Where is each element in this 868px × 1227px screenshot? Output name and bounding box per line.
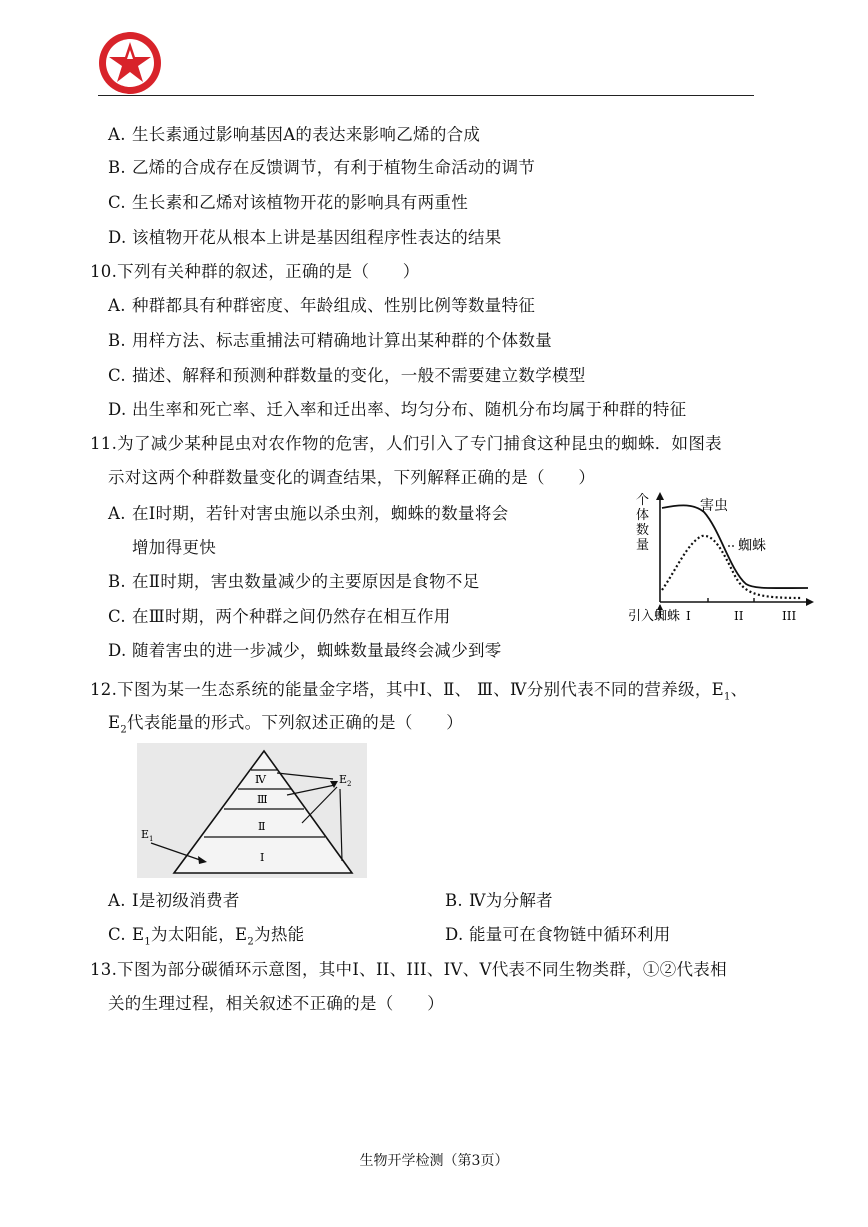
q11-option-d: D. 随着害虫的进一步减少，蜘蛛数量最终会减少到零 (108, 641, 502, 660)
pest-label: 害虫 (700, 498, 728, 514)
q12-stem-line1: 12.下图为某一生态系统的能量金字塔，其中Ⅰ、Ⅱ、 Ⅲ、Ⅳ分别代表不同的营养级，$E_1$、 (90, 680, 748, 703)
q12-option-b: B. Ⅳ为分解者 (445, 891, 553, 910)
level-1-label: Ⅰ (260, 851, 265, 864)
header-rule (98, 95, 754, 96)
q9-option-c: C. 生长素和乙烯对该植物开花的影响具有两重性 (108, 193, 468, 212)
q10-option-b: B. 用样方法、标志重捕法可精确地计算出某种群的个体数量 (108, 331, 552, 350)
q11-option-a: A. 在Ⅰ时期，若针对害虫施以杀虫剂，蜘蛛的数量将会 (108, 504, 509, 523)
q10-option-a: A. 种群都具有种群密度、年龄组成、性别比例等数量特征 (108, 296, 536, 315)
period-1-label: I (686, 609, 691, 623)
period-2-label: II (734, 609, 744, 623)
pest-spider-figure (622, 490, 814, 650)
y-axis-label (636, 493, 649, 553)
q12-option-d: D. 能量可在食物链中循环利用 (445, 925, 671, 944)
q9-option-d: D. 该植物开花从根本上讲是基因组程序性表达的结果 (108, 228, 502, 247)
q13-stem-line2: 关的生理过程，相关叙述不正确的是（ ） (108, 994, 444, 1013)
level-4-label: Ⅳ (255, 773, 266, 786)
q11-stem-line1: 11.为了减少某种昆虫对农作物的危害，人们引入了专门捕食这种昆虫的蜘蛛．如图表 (90, 434, 722, 453)
y-axis-label-text: 个体数量 (636, 493, 650, 553)
q10-option-c: C. 描述、解释和预测种群数量的变化，一般不需要建立数学模型 (108, 366, 586, 385)
y-axis-arrow (656, 492, 664, 500)
level-3-label: Ⅲ (257, 793, 268, 806)
q10-stem: 10.下列有关种群的叙述，正确的是（ ） (90, 262, 420, 281)
q11-stem-line2: 示对这两个种群数量变化的调查结果，下列解释正确的是（ ） (108, 468, 596, 487)
energy-pyramid-figure (137, 743, 367, 878)
q12-option-a: A. Ⅰ是初级消费者 (108, 891, 240, 910)
period-3-label: III (782, 609, 797, 623)
q11-option-c: C. 在Ⅲ时期，两个种群之间仍然存在相互作用 (108, 607, 451, 626)
school-seal-icon (97, 30, 163, 96)
intro-label: 引入蜘蛛 (628, 609, 681, 624)
level-2-label: Ⅱ (258, 820, 266, 833)
q13-stem-line1: 13.下图为部分碳循环示意图，其中I、II、III、IV、V代表不同生物类群，①②代表相 (90, 960, 727, 979)
q11-option-b: B. 在Ⅱ时期，害虫数量减少的主要原因是食物不足 (108, 572, 480, 591)
q12-option-c: C. $E_1$为太阳能，$E_2$为热能 (108, 925, 305, 948)
q10-option-d: D. 出生率和死亡率、迁入率和迁出率、均匀分布、随机分布均属于种群的特征 (108, 400, 687, 419)
q9-option-b: B. 乙烯的合成存在反馈调节，有利于植物生命活动的调节 (108, 158, 536, 177)
q9-option-a: A. 生长素通过影响基因A的表达来影响乙烯的合成 (108, 125, 481, 144)
page-footer: 生物开学检测（第3页） (359, 1153, 509, 1169)
e1-label: $E_1$ (141, 828, 154, 843)
x-axis-arrow (806, 598, 814, 606)
e2-label: $E_2$ (339, 773, 352, 788)
q11-option-a-cont: 增加得更快 (132, 538, 216, 557)
spider-label: 蜘蛛 (738, 538, 766, 554)
q12-stem-line2: $E_2$代表能量的形式。下列叙述正确的是（ ） (108, 713, 464, 736)
